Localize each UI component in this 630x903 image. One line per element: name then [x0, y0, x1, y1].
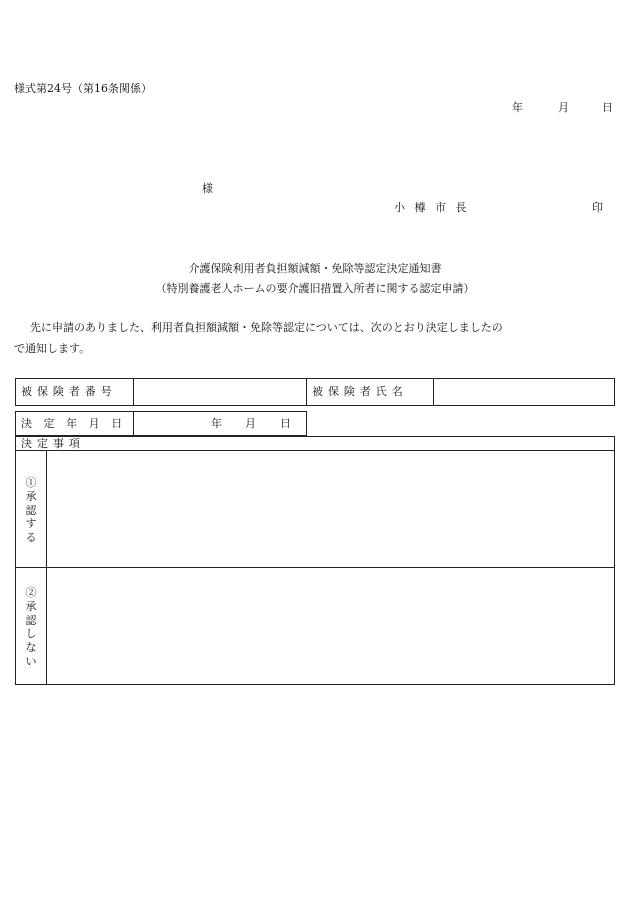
notice-title: 介護保険利用者負担額減額・免除等認定決定通知書: [188, 262, 442, 275]
form-number: 様式第24号（第16条関係）: [14, 82, 152, 95]
notice-subtitle: （特別養護老人ホームの要介護旧措置入所者に関する認定申請）: [155, 282, 475, 295]
body-text-line1: 先に申請のありました、利用者負担額減額・免除等認定については、次のとおり決定しましたの: [30, 321, 503, 334]
decision-date-day: 日: [280, 417, 291, 430]
decision-date-month: 月: [245, 417, 256, 430]
date-day: 日: [602, 101, 613, 114]
addressee-honorific: 様: [202, 182, 213, 195]
insured-name-label: 被保険者氏名: [312, 385, 408, 398]
date-year: 年: [512, 101, 523, 114]
decision-items-label: 決定事項: [21, 437, 85, 450]
seal-mark: 印: [592, 201, 603, 214]
approve-content-area[interactable]: [47, 451, 614, 566]
decision-date-label: 決定年月日: [21, 417, 134, 430]
mayor-title: 小 樽 市 長: [394, 201, 467, 214]
insured-number-field[interactable]: [134, 379, 305, 405]
reject-label: ②承認しない: [25, 586, 37, 668]
body-text-line2: で通知します。: [14, 342, 91, 355]
decision-date-year: 年: [211, 417, 222, 430]
insured-number-label: 被保険者番号: [21, 385, 117, 398]
approve-label: ①承認する: [25, 476, 37, 544]
reject-content-area[interactable]: [47, 568, 614, 684]
date-month: 月: [558, 101, 569, 114]
insured-name-field[interactable]: [434, 379, 614, 405]
